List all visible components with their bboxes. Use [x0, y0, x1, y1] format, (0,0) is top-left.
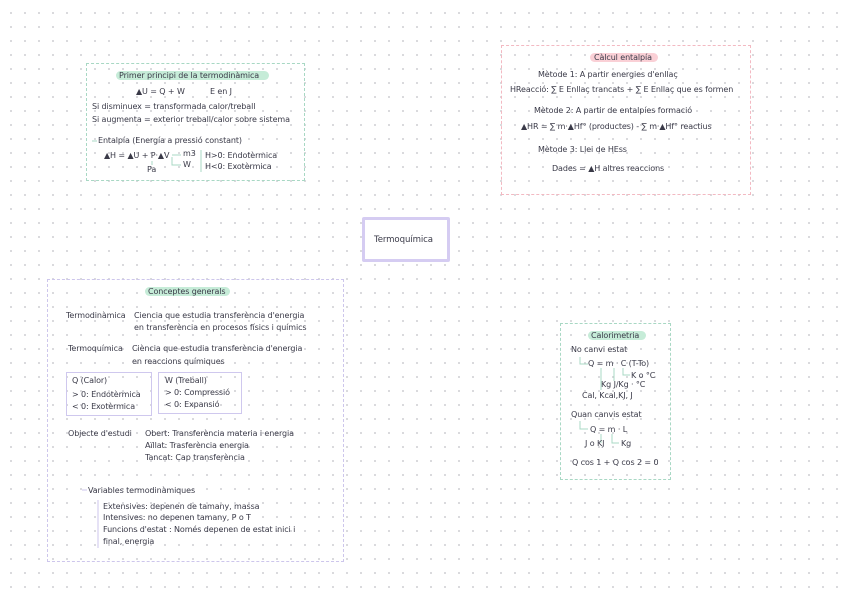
- w-title: W (Treball): [165, 376, 207, 385]
- metode-2: Mètode 2: A partir de entalpíes formació: [534, 106, 693, 115]
- w-positive: > 0: Compressió: [165, 388, 230, 397]
- objecte-label: Objecte d'estudi: [68, 429, 132, 438]
- termodinamica-label: Termodinàmica: [66, 311, 126, 320]
- pa-label: Pa: [147, 165, 157, 174]
- q-title: Q (Calor): [72, 376, 108, 385]
- heat-balance: Q cos 1 + Q cos 2 = 0: [572, 458, 659, 467]
- calorimetria-title: Calorimetria: [591, 331, 640, 340]
- funcions-estat-1: Funcions d'estat : Només depenen de estat inici i: [103, 525, 296, 534]
- quan-canvis-estat: Quan canvis estat: [571, 410, 642, 419]
- variables-label: Variables termodinàmiques: [88, 486, 196, 495]
- sistema-aillat: Aïllat: Trasferència energia: [145, 441, 249, 450]
- k-o-c-unit: K o °C: [631, 371, 656, 380]
- latent-heat-formula: Q = m · L: [590, 425, 628, 434]
- metode-3: Mètode 3: Llei de HEss: [538, 145, 627, 154]
- kg-specific-heat-units: Kg J/Kg · °C: [601, 380, 646, 389]
- entalpia-formula: ▲H = ▲U + P·▲V: [104, 151, 170, 160]
- q-positive: > 0: Endotèrmica: [72, 390, 141, 399]
- termoquimica-def-2: en reaccions químiques: [132, 357, 225, 366]
- termodinamica-def-2: en transferència en procesos físics i químics: [134, 323, 307, 332]
- variables-extensives: Extensives: depenen de tamany, massa: [103, 502, 260, 511]
- increase-rule: Si augmenta = exterior treball/calor sobre sistema: [92, 115, 290, 124]
- first-law-formula: ▲U = Q + W: [136, 87, 185, 96]
- calcul-entalpia-title: Càlcul entalpía: [594, 53, 652, 62]
- energy-unit: E en J: [210, 87, 232, 96]
- variables-intensives: Intensives: no depenen tamany, P o T: [103, 513, 251, 522]
- h-negative: H<0: Exotèrmica: [205, 162, 272, 171]
- q-negative: < 0: Exotèrmica: [72, 402, 136, 411]
- termodinamica-def-1: Ciencia que estudia transferència d'energia: [134, 311, 305, 320]
- metode-2-formula: ▲HR = ∑ m·▲Hf° (productes) - ∑ m·▲Hf° reactius: [521, 122, 712, 131]
- h-positive: H>0: Endotèrmica: [205, 151, 278, 160]
- dades: Dades = ▲H altres reaccions: [552, 164, 665, 173]
- j-o-kj-unit: J o KJ: [585, 439, 605, 448]
- heat-formula: Q = m · C (T-To): [588, 359, 650, 368]
- metode-1: Mètode 1: A partir energies d'enllaç: [538, 70, 678, 79]
- m3-label: m3: [183, 149, 196, 158]
- w-negative: < 0: Expansió: [165, 400, 220, 409]
- metode-1-formula: HReacció: ∑ E Enllaç trancats + ∑ E Enllaç que es formen: [510, 85, 734, 94]
- no-canvi-estat: No canvi estat: [571, 345, 628, 354]
- entalpia-label: Entalpía (Energía a pressió constant): [98, 136, 242, 145]
- conceptes-title: Conceptes generals: [148, 287, 226, 296]
- sistema-obert: Obert: Transferència materia i energia: [145, 429, 294, 438]
- funcions-estat-2: final, energia: [103, 537, 155, 546]
- termoquimica-def-1: Ciència que estudia transferència d'energia: [132, 344, 303, 353]
- decrease-rule: Si disminuex = transformada calor/treball: [92, 102, 256, 111]
- primer-principi-title: Primer principi de la termodinàmica: [119, 71, 260, 80]
- w-unit-label: W: [183, 160, 191, 169]
- sistema-tancat: Tancat: Cap transferència: [145, 453, 245, 462]
- termoquimica-label: Termoquímica: [68, 344, 123, 353]
- central-topic-title: Termoquímica: [374, 235, 433, 245]
- kg-unit: Kg: [621, 439, 632, 448]
- energy-units: Cal, Kcal,KJ, J: [582, 391, 633, 400]
